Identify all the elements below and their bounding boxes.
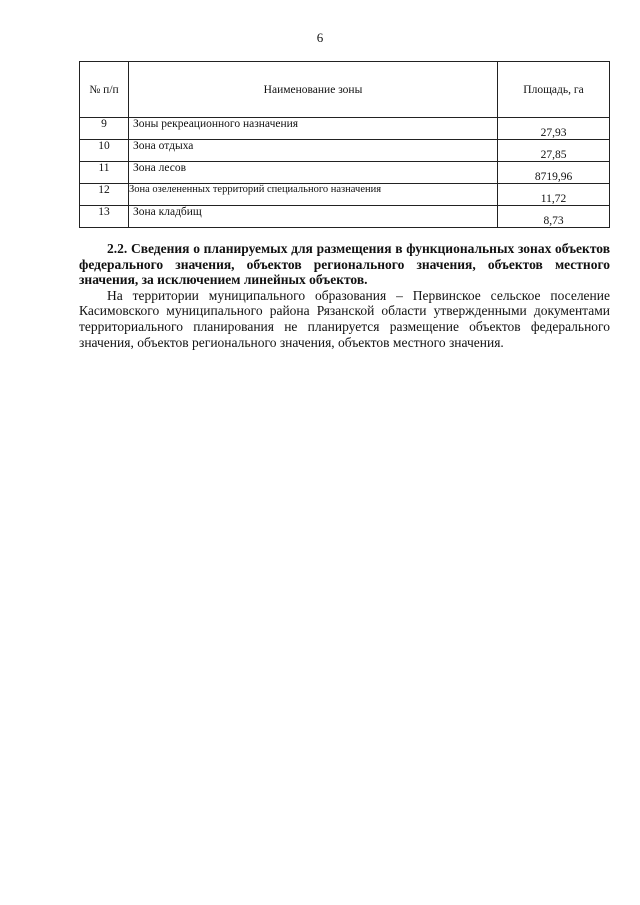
row-area: 27,93	[498, 118, 610, 140]
table-row	[80, 162, 610, 184]
row-name: Зона кладбищ	[129, 206, 498, 228]
row-name: Зоны рекреационного назначения	[129, 118, 498, 140]
table-row	[80, 184, 610, 206]
row-name: Зона лесов	[129, 162, 498, 184]
table-row	[80, 118, 610, 140]
header-num: № п/п	[80, 62, 129, 118]
row-name: Зона озелененных территорий специального назначения	[129, 184, 498, 206]
table-row	[80, 206, 610, 228]
row-num: 13	[80, 206, 129, 228]
page-number: 6	[316, 30, 324, 45]
row-area: 11,72	[498, 184, 610, 206]
section-paragraph: На территории муниципального образования – Первинское сельское поселение Касимовского муниципального района Рязанской области утвержденными документами территориального планирования не планируется размещение объектов федерального значения, объектов регионального значения, объектов местного значения.	[79, 287, 610, 350]
header-name: Наименование зоны	[129, 62, 498, 118]
row-num: 12	[80, 184, 129, 206]
row-num: 10	[80, 140, 129, 162]
section-2-2	[79, 241, 610, 350]
header-area: Площадь, га	[498, 62, 610, 118]
row-area: 27,85	[498, 140, 610, 162]
row-name: Зона отдыха	[129, 140, 498, 162]
zones-table	[79, 61, 610, 228]
section-heading: 2.2. Сведения о планируемых для размещения в функциональных зонах объектов федерального значения, объектов регионального значения, объектов местного значения, за исключением линейных объектов.	[79, 241, 610, 288]
row-num: 9	[80, 118, 129, 140]
row-num: 11	[80, 162, 129, 184]
table-header-row	[80, 62, 610, 118]
row-area: 8,73	[498, 206, 610, 228]
table-row	[80, 140, 610, 162]
row-area: 8719,96	[498, 162, 610, 184]
